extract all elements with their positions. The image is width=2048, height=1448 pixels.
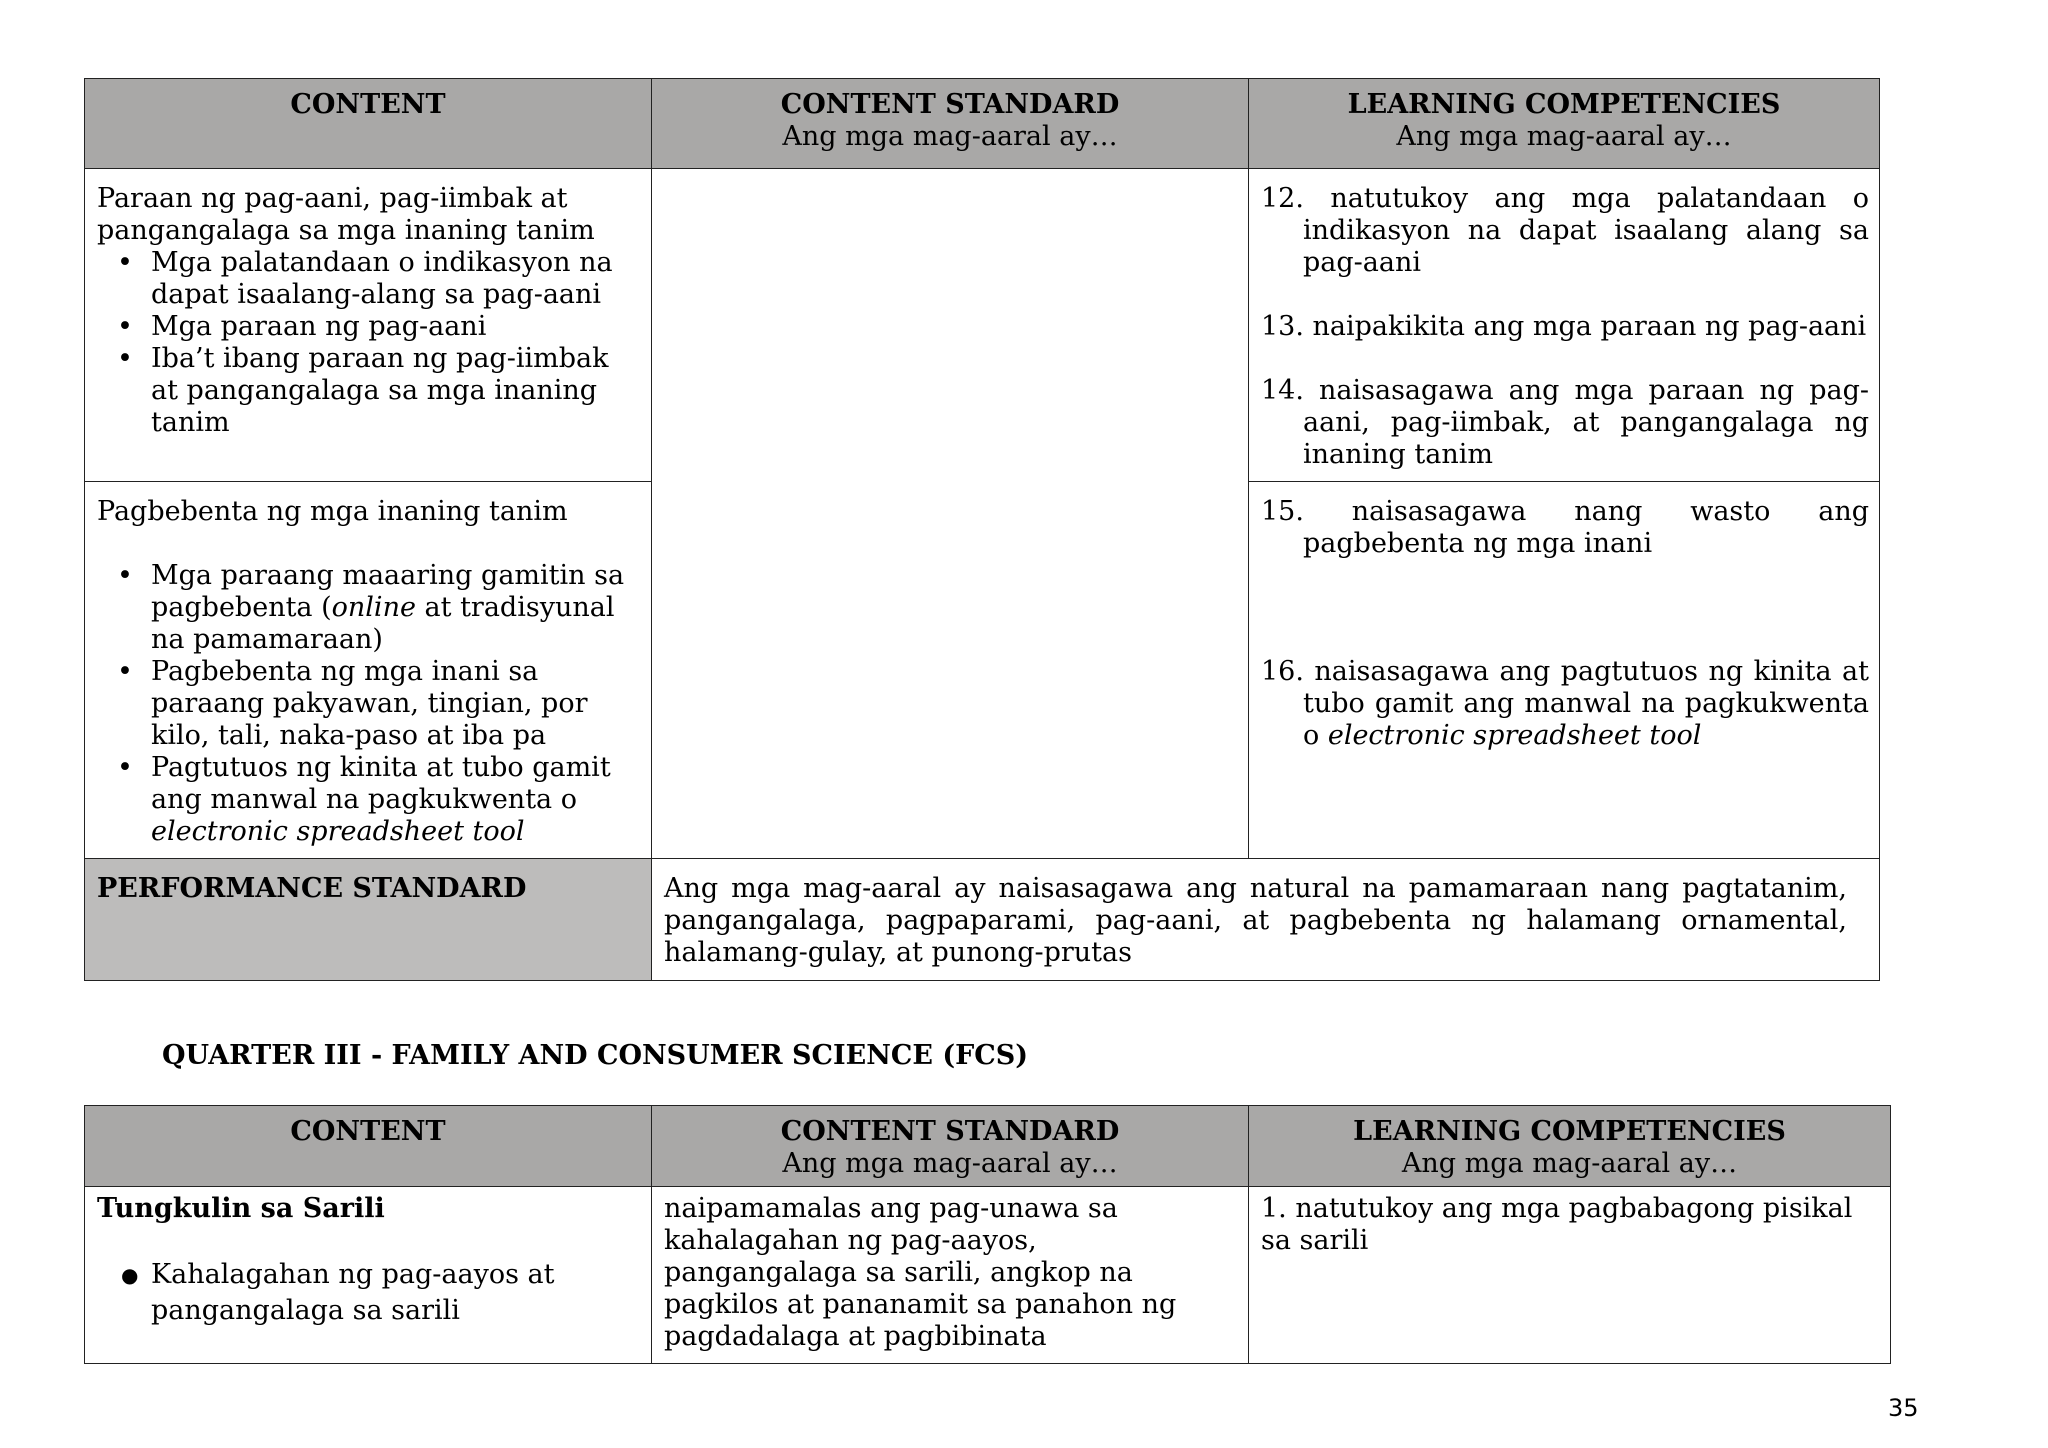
table-row (85, 169, 1880, 482)
curriculum-table-fcs (84, 1105, 1891, 1364)
header-learning-competencies: LEARNING COMPETENCIES Ang mga mag-aaral ay… (1249, 1106, 1891, 1187)
table-header-row (85, 1106, 1891, 1187)
performance-row (85, 859, 1880, 981)
content-title: Tungkulin sa Sarili (97, 1193, 385, 1224)
list-item: • Mga palatandaan o indikasyon na dapat isaalang-alang sa pag-aani (97, 247, 641, 311)
competency-item: 16. naisasagawa ang pagtutuos ng kinita at tubo gamit ang manwal na pagkukwenta o electronic spreadsheet tool (1261, 656, 1869, 751)
content-bullet-list (97, 247, 641, 439)
competencies-cell: 1. natutukoy ang mga pagbabagong pisikal sa sarili (1249, 1187, 1891, 1364)
competency-item: 13. naipakikita ang mga paraan ng pag-aani (1261, 311, 1867, 342)
competency-item: 12. natutukoy ang mga palatandaan o indikasyon na dapat isaalang alang sa pag-aani (1261, 183, 1869, 278)
content-intro: Pagbebenta ng mga inaning tanim (97, 496, 568, 527)
performance-standard-label: PERFORMANCE STANDARD (85, 859, 652, 981)
content-cell (85, 169, 652, 482)
header-content-standard: CONTENT STANDARD Ang mga mag-aaral ay… (652, 1106, 1249, 1187)
header-content: CONTENT (85, 79, 652, 169)
competencies-cell (1249, 482, 1880, 859)
header-learning-competencies: LEARNING COMPETENCIES Ang mga mag-aaral ay… (1249, 79, 1880, 169)
list-item: • Pagbebenta ng mga inani sa paraang pakyawan, tingian, por kilo, tali, naka-paso at iba pa (97, 656, 641, 752)
list-item: • Mga paraang maaaring gamitin sa pagbebenta (online at tradisyunal na pamamaraan) (97, 560, 641, 656)
competency-item: 14. naisasagawa ang mga paraan ng pag-aani, pag-iimbak, at pangangalaga ng inaning tanim (1261, 375, 1869, 470)
content-bullet-list (97, 1257, 641, 1329)
table-row (85, 1187, 1891, 1364)
header-content: CONTENT (85, 1106, 652, 1187)
list-item: • Iba’t ibang paraan ng pag-iimbak at pangangalaga sa mga inaning tanim (97, 343, 641, 439)
content-intro: Paraan ng pag-aani, pag-iimbak at pangangalaga sa mga inaning tanim (97, 183, 595, 246)
list-item: • Pagtutuos ng kinita at tubo gamit ang manwal na pagkukwenta o electronic spreadsheet tool (97, 752, 641, 848)
competency-item: 15. naisasagawa nang wasto ang pagbebenta ng mga inani (1261, 496, 1869, 559)
list-item: • Mga paraan ng pag-aani (97, 311, 641, 343)
content-cell (85, 482, 652, 859)
quarter-heading: QUARTER III - FAMILY AND CONSUMER SCIENCE (FCS) (162, 1040, 1029, 1071)
content-standard-cell: naipamamalas ang pag-unawa sa kahalagahan ng pag-aayos, pangangalaga sa sarili, angkop na pagkilos at pananamit sa panahon ng pagdadalaga at pagbibinata (652, 1187, 1249, 1364)
performance-standard-text: Ang mga mag-aaral ay naisasagawa ang natural na pamamaraan nang pagtatanim, pangangalaga, pagpaparami, pag-aani, at pagbebenta ng halamang ornamental, halamang-gulay, at punong-prutas (652, 859, 1880, 981)
content-standard-cell-empty (652, 169, 1249, 859)
content-bullet-list (97, 560, 641, 848)
list-item: ● Kahalagahan ng pag-aayos at pangangalaga sa sarili (97, 1257, 641, 1329)
curriculum-table-harvest (84, 78, 1880, 981)
page-number: 35 (1888, 1394, 1919, 1422)
content-cell (85, 1187, 652, 1364)
table-header-row (85, 79, 1880, 169)
competencies-cell (1249, 169, 1880, 482)
header-content-standard: CONTENT STANDARD Ang mga mag-aaral ay… (652, 79, 1249, 169)
